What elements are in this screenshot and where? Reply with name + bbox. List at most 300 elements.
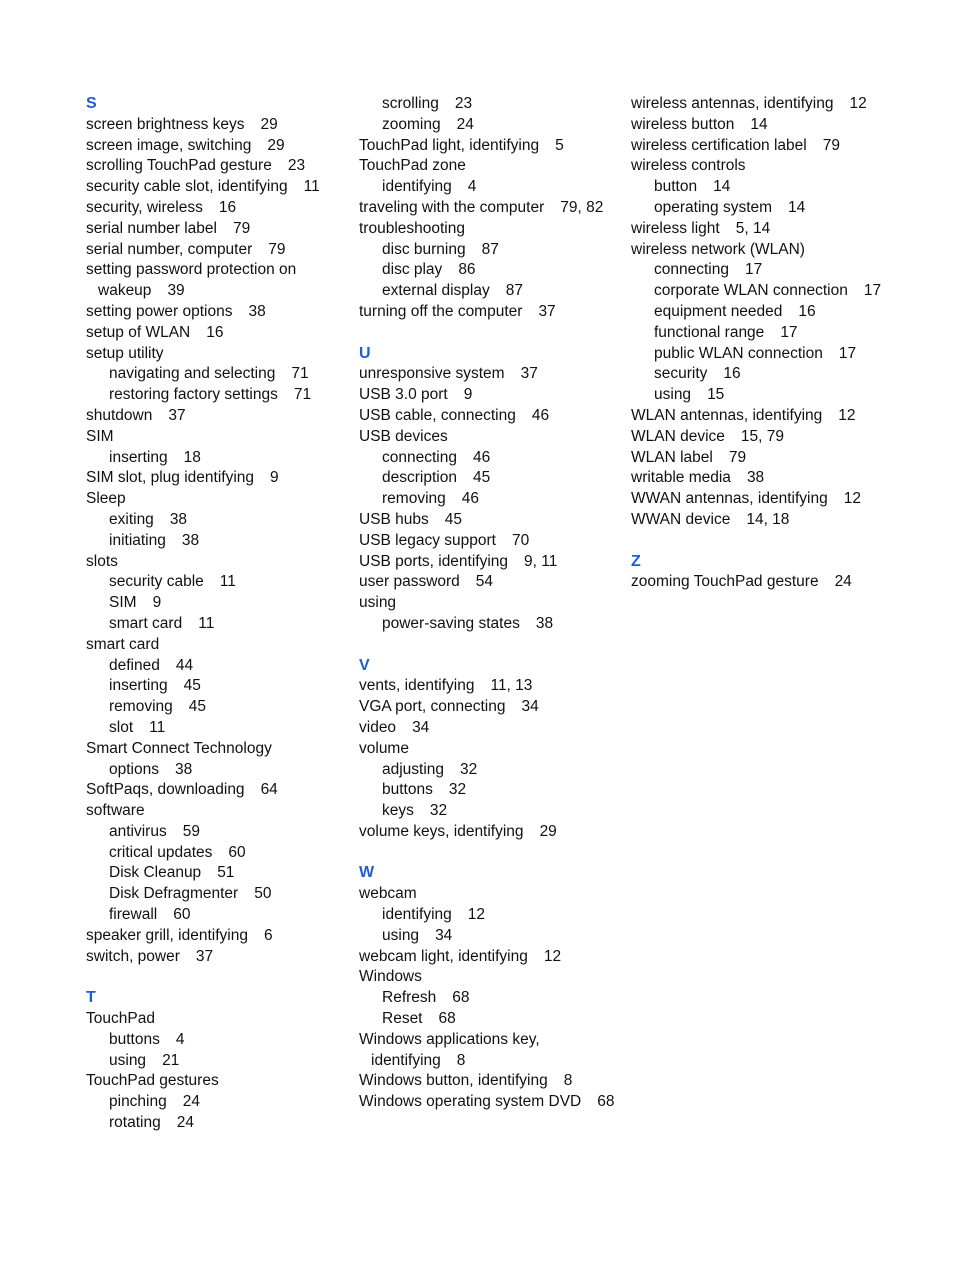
- index-entry: [86, 635, 348, 656]
- index-term: USB hubs: [359, 510, 429, 528]
- index-entry: [86, 739, 348, 760]
- index-entry: [86, 947, 348, 968]
- index-entry: [359, 572, 621, 593]
- page-reference-link[interactable]: 38: [535, 614, 554, 632]
- index-term: equipment needed: [654, 302, 783, 320]
- index-term: serial number label: [86, 219, 217, 237]
- page-reference-link[interactable]: 4: [467, 178, 477, 196]
- index-term: Refresh: [382, 989, 437, 1007]
- index-entry: [86, 177, 348, 198]
- index-term: setup of WLAN: [86, 323, 191, 341]
- index-term: SIM slot, plug identifying: [86, 469, 255, 487]
- index-term: Windows operating system DVD: [359, 1093, 582, 1111]
- page-reference-link[interactable]: 12: [543, 947, 562, 965]
- page-reference-link[interactable]: 37: [520, 365, 538, 383]
- index-term: TouchPad gestures: [86, 1072, 219, 1090]
- page-reference-link[interactable]: 37: [538, 302, 556, 320]
- index-term: initiating: [109, 531, 166, 549]
- index-entry: [359, 219, 621, 240]
- index-subentry: [86, 822, 348, 843]
- index-term: button: [654, 178, 698, 196]
- index-entry: [86, 780, 348, 801]
- page-reference-link[interactable]: 32: [448, 781, 467, 799]
- index-subentry: [86, 531, 348, 552]
- page-reference-link[interactable]: 8: [563, 1072, 573, 1090]
- index-entry: [359, 427, 621, 448]
- index-subentry: [631, 260, 893, 281]
- page-reference-link[interactable]: 38: [248, 302, 266, 320]
- index-column-1: [86, 94, 348, 1134]
- index-entry: [359, 593, 621, 614]
- index-term: USB legacy support: [359, 531, 496, 549]
- page-reference-link[interactable]: 34: [435, 926, 453, 944]
- page-reference-link[interactable]: 14: [713, 178, 731, 196]
- index-entry: [359, 947, 621, 968]
- page-reference-link[interactable]: 18: [183, 448, 201, 466]
- index-entry: [359, 406, 621, 427]
- index-entry: [359, 739, 621, 760]
- index-subentry: [631, 344, 893, 365]
- index-entry: [359, 302, 621, 323]
- index-term: connecting: [382, 448, 457, 466]
- index-entry: [359, 1092, 621, 1113]
- index-entry: [86, 926, 348, 947]
- index-entry: [631, 240, 893, 261]
- index-entry: [86, 552, 348, 573]
- index-subentry: [86, 884, 348, 905]
- page-reference-link[interactable]: 17: [780, 323, 798, 341]
- index-letter-heading: T: [86, 989, 96, 1007]
- index-term: traveling with the computer: [359, 198, 545, 216]
- index-term: SIM: [109, 594, 137, 612]
- index-subentry: [359, 926, 621, 947]
- index-term: setting password protection on wakeup: [86, 261, 297, 300]
- index-term: USB 3.0 port: [359, 386, 448, 404]
- index-term: removing: [382, 490, 446, 508]
- page-reference-link[interactable]: 60: [173, 906, 191, 924]
- index-entry: [86, 468, 348, 489]
- index-term: external display: [382, 282, 490, 300]
- index-term: operating system: [654, 198, 773, 216]
- index-entry: [359, 385, 621, 406]
- index-subentry: [86, 905, 348, 926]
- index-term: corporate WLAN connection: [654, 282, 848, 300]
- index-term: antivirus: [109, 822, 167, 840]
- page-reference-link[interactable]: 16: [206, 323, 224, 341]
- index-entry: [631, 489, 893, 510]
- index-subentry: [359, 614, 621, 635]
- page-reference-link[interactable]: 23: [287, 157, 306, 175]
- index-subentry: [631, 364, 893, 385]
- index-term: shutdown: [86, 406, 153, 424]
- index-subentry: [86, 863, 348, 884]
- page-reference-link[interactable]: 14: [788, 198, 806, 216]
- index-term: removing: [109, 698, 173, 716]
- index-subentry: [631, 302, 893, 323]
- index-entry: [359, 364, 621, 385]
- index-entry: [86, 406, 348, 427]
- index-entry: [631, 156, 893, 177]
- index-term: Disk Cleanup: [109, 864, 202, 882]
- index-term: identifying: [382, 178, 452, 196]
- page-reference-link[interactable]: 64: [260, 781, 278, 799]
- index-term: WLAN device: [631, 427, 725, 445]
- index-subentry: [86, 1092, 348, 1113]
- index-term: screen brightness keys: [86, 115, 245, 133]
- section-gap: [359, 323, 621, 344]
- index-entry: [631, 448, 893, 469]
- index-entry: [86, 198, 348, 219]
- page-reference-link[interactable]: 12: [843, 490, 861, 508]
- index-term: adjusting: [382, 760, 445, 778]
- index-term: functional range: [654, 323, 765, 341]
- page-reference-link[interactable]: 38: [169, 510, 188, 528]
- index-term: switch, power: [86, 947, 180, 965]
- page-reference-link[interactable]: 54: [475, 573, 494, 591]
- index-subentry: [86, 760, 348, 781]
- index-subentry: [631, 177, 893, 198]
- index-term: software: [86, 802, 145, 820]
- index-subentry: [631, 385, 893, 406]
- index-term: firewall: [109, 906, 158, 924]
- page-reference-link[interactable]: 24: [182, 1093, 200, 1111]
- page-reference-link[interactable]: 86: [458, 261, 476, 279]
- page-reference-link[interactable]: 45: [472, 469, 491, 487]
- index-term: using: [359, 594, 397, 612]
- index-entry: [359, 531, 621, 552]
- index-term: Smart Connect Technology: [86, 739, 272, 757]
- index-term: USB ports, identifying: [359, 552, 509, 570]
- index-entry: [86, 302, 348, 323]
- page-reference-link[interactable]: 16: [218, 198, 237, 216]
- page-reference-link[interactable]: 15, 79: [740, 427, 785, 445]
- index-entry: [86, 344, 348, 365]
- index-term: wireless network (WLAN): [631, 240, 805, 258]
- index-term: Reset: [382, 1010, 423, 1028]
- index-entry: [359, 156, 621, 177]
- index-subentry: [359, 115, 621, 136]
- page-reference-link[interactable]: 79: [822, 136, 840, 154]
- index-subentry: [359, 1009, 621, 1030]
- page-reference-link[interactable]: 68: [438, 1010, 456, 1028]
- index-entry: [86, 260, 348, 302]
- page-reference-link[interactable]: 32: [460, 760, 478, 778]
- index-term: USB devices: [359, 427, 448, 445]
- index-term: SIM: [86, 427, 114, 445]
- index-entry: [86, 1009, 348, 1030]
- page-reference-link[interactable]: 45: [183, 677, 201, 695]
- index-entry: [359, 510, 621, 531]
- page-reference-link[interactable]: 29: [539, 822, 557, 840]
- index-entry: [359, 967, 621, 988]
- index-subentry: [86, 718, 348, 739]
- index-entry: [359, 697, 621, 718]
- index-entry: [359, 1071, 621, 1092]
- page-reference-link[interactable]: 24: [456, 115, 474, 133]
- page-reference-link[interactable]: 45: [444, 510, 463, 528]
- index-term: volume keys, identifying: [359, 822, 524, 840]
- index-entry: [631, 136, 893, 157]
- page-reference-link[interactable]: 24: [176, 1114, 194, 1132]
- index-term: restoring factory settings: [109, 386, 278, 404]
- index-letter-heading: V: [359, 656, 370, 674]
- index-subentry: [359, 801, 621, 822]
- page-reference-link[interactable]: 21: [162, 1051, 180, 1069]
- page-reference-link[interactable]: 51: [217, 864, 235, 882]
- page-reference-link[interactable]: 71: [291, 365, 309, 383]
- page-reference-link[interactable]: 11: [303, 178, 320, 196]
- index-entry: [86, 1071, 348, 1092]
- index-subentry: [86, 1030, 348, 1051]
- index-term: keys: [382, 802, 414, 820]
- index-term: VGA port, connecting: [359, 698, 506, 716]
- index-term: critical updates: [109, 843, 213, 861]
- page-reference-link[interactable]: 79: [232, 219, 251, 237]
- index-term: wireless light: [631, 219, 720, 237]
- index-entry: [86, 115, 348, 136]
- index-subentry: [359, 94, 621, 115]
- index-subentry: [359, 281, 621, 302]
- page-reference-link[interactable]: 4: [175, 1030, 185, 1048]
- section-gap: [86, 967, 348, 988]
- page-reference-link[interactable]: 23: [454, 95, 473, 112]
- index-term: wireless controls: [631, 157, 746, 175]
- index-entry: [86, 219, 348, 240]
- section-gap: [631, 531, 893, 552]
- index-entry: [86, 240, 348, 261]
- index-term: WLAN label: [631, 448, 713, 466]
- index-term: smart card: [109, 614, 183, 632]
- index-term: Windows button, identifying: [359, 1072, 548, 1090]
- index-term: setting power options: [86, 302, 233, 320]
- index-term: security: [654, 365, 708, 383]
- page-reference-link[interactable]: 12: [838, 406, 856, 424]
- index-term: setup utility: [86, 344, 164, 362]
- page-reference-link[interactable]: 16: [798, 302, 816, 320]
- index-term: options: [109, 760, 159, 778]
- page-reference-link[interactable]: 38: [174, 760, 193, 778]
- index-subentry: [86, 656, 348, 677]
- page-reference-link[interactable]: 5, 14: [735, 219, 771, 237]
- index-term: screen image, switching: [86, 136, 252, 154]
- index-entry: [631, 219, 893, 240]
- index-subentry: [359, 260, 621, 281]
- index-entry: [631, 468, 893, 489]
- index-term: turning off the computer: [359, 302, 523, 320]
- index-term: disc play: [382, 261, 443, 279]
- index-subentry: [359, 489, 621, 510]
- index-entry: [631, 510, 893, 531]
- page-reference-link[interactable]: 24: [834, 573, 852, 591]
- page-reference-link[interactable]: 37: [195, 947, 214, 965]
- index-term: using: [654, 386, 692, 404]
- page-reference-link[interactable]: 9: [270, 469, 279, 487]
- page-reference-link[interactable]: 39: [167, 282, 185, 300]
- index-entry: [359, 1030, 621, 1072]
- page-reference-link[interactable]: 16: [723, 365, 741, 383]
- page-reference-link[interactable]: 14, 18: [746, 510, 790, 528]
- index-term: WLAN antennas, identifying: [631, 406, 823, 424]
- index-term: public WLAN connection: [654, 344, 823, 362]
- index-entry: [359, 552, 621, 573]
- page-reference-link[interactable]: 12: [849, 95, 867, 112]
- index-term: zooming TouchPad gesture: [631, 573, 819, 591]
- index-term: writable media: [631, 469, 731, 487]
- index-term: slot: [109, 718, 134, 736]
- index-term: buttons: [109, 1030, 160, 1048]
- index-entry: [359, 822, 621, 843]
- index-subentry: [359, 988, 621, 1009]
- index-subentry: [86, 614, 348, 635]
- index-term: Disk Defragmenter: [109, 885, 239, 903]
- index-term: zooming: [382, 115, 441, 133]
- page-reference-link[interactable]: 6: [263, 926, 273, 944]
- page-reference-link[interactable]: 68: [597, 1093, 615, 1111]
- index-term: user password: [359, 573, 460, 591]
- index-term: TouchPad: [86, 1010, 155, 1028]
- page-reference-link[interactable]: 70: [512, 531, 530, 549]
- page-reference-link[interactable]: 14: [750, 115, 768, 133]
- index-term: slots: [86, 552, 118, 570]
- index-term: SoftPaqs, downloading: [86, 781, 245, 799]
- page-reference-link[interactable]: 79: [728, 448, 747, 466]
- index-subentry: [86, 843, 348, 864]
- index-subentry: [86, 676, 348, 697]
- index-subentry: [86, 510, 348, 531]
- index-term: buttons: [382, 781, 433, 799]
- index-term: speaker grill, identifying: [86, 926, 248, 944]
- index-column-2: [359, 94, 621, 1113]
- index-term: identifying: [382, 906, 452, 924]
- index-term: unresponsive system: [359, 365, 505, 383]
- index-entry: [86, 427, 348, 448]
- page-reference-link[interactable]: 38: [746, 469, 765, 487]
- page-reference-link[interactable]: 9: [463, 386, 473, 404]
- index-term: vents, identifying: [359, 677, 475, 695]
- index-subentry: [359, 240, 621, 261]
- index-term: smart card: [86, 635, 160, 653]
- index-entry: [359, 198, 621, 219]
- index-term: webcam: [359, 885, 417, 903]
- page-reference-link[interactable]: 9, 11: [524, 552, 558, 570]
- page-reference-link[interactable]: 44: [175, 656, 194, 674]
- page-reference-link[interactable]: 17: [838, 344, 857, 362]
- index-term: disc burning: [382, 240, 466, 258]
- page-reference-link[interactable]: 46: [472, 448, 491, 466]
- index-term: Windows applications key, identifying: [359, 1030, 540, 1069]
- index-term: pinching: [109, 1093, 167, 1111]
- section-gap: [359, 635, 621, 656]
- page-reference-link[interactable]: 9: [152, 594, 162, 612]
- index-entry: [86, 489, 348, 510]
- page-reference-link[interactable]: 29: [267, 136, 285, 154]
- page-reference-link[interactable]: 32: [429, 802, 448, 820]
- index-term: using: [109, 1051, 147, 1069]
- page-reference-link[interactable]: 59: [182, 822, 200, 840]
- index-term: webcam light, identifying: [359, 947, 528, 965]
- page-reference-link[interactable]: 79: [268, 240, 286, 258]
- index-term: TouchPad light, identifying: [359, 136, 540, 154]
- index-subentry: [86, 593, 348, 614]
- index-term: inserting: [109, 448, 168, 466]
- page-reference-link[interactable]: 71: [293, 386, 312, 404]
- page-reference-link[interactable]: 46: [531, 406, 550, 424]
- index-entry: [86, 136, 348, 157]
- index-subentry: [86, 364, 348, 385]
- index-term: wireless button: [631, 115, 735, 133]
- index-subentry: [86, 572, 348, 593]
- index-term: USB cable, connecting: [359, 406, 516, 424]
- index-term: troubleshooting: [359, 219, 465, 237]
- index-term: wireless antennas, identifying: [631, 95, 834, 112]
- index-letter-heading: U: [359, 344, 371, 362]
- page-reference-link[interactable]: 46: [461, 490, 479, 508]
- page-reference-link[interactable]: 29: [260, 115, 278, 133]
- index-subentry: [86, 697, 348, 718]
- page-reference-link[interactable]: 38: [181, 531, 200, 549]
- index-entry: [86, 323, 348, 344]
- index-term: scrolling: [382, 95, 439, 112]
- index-term: security cable slot, identifying: [86, 178, 288, 196]
- index-entry: [631, 427, 893, 448]
- page-reference-link[interactable]: 12: [467, 906, 486, 924]
- page-reference-link[interactable]: 11: [219, 573, 236, 591]
- page-reference-link[interactable]: 11: [198, 614, 215, 632]
- index-entry: [631, 406, 893, 427]
- index-term: using: [382, 926, 420, 944]
- page-reference-link[interactable]: 11: [149, 718, 166, 736]
- page-reference-link[interactable]: 17: [863, 282, 882, 300]
- index-term: description: [382, 469, 457, 487]
- index-subentry: [631, 198, 893, 219]
- page-reference-link[interactable]: 37: [168, 406, 186, 424]
- page-reference-link[interactable]: 50: [254, 885, 272, 903]
- index-subentry: [86, 385, 348, 406]
- index-term: WWAN device: [631, 510, 731, 528]
- index-term: wireless certification label: [631, 136, 807, 154]
- index-term: Windows: [359, 968, 422, 986]
- index-entry: [86, 156, 348, 177]
- index-term: volume: [359, 739, 409, 757]
- index-term: defined: [109, 656, 160, 674]
- index-subentry: [359, 905, 621, 926]
- index-entry: [359, 718, 621, 739]
- index-entry: [359, 884, 621, 905]
- page-reference-link[interactable]: 79, 82: [560, 198, 604, 216]
- index-subentry: [359, 468, 621, 489]
- index-term: security, wireless: [86, 198, 203, 216]
- index-subentry: [86, 1051, 348, 1072]
- page-reference-link[interactable]: 8: [456, 1051, 466, 1069]
- index-subentry: [631, 281, 893, 302]
- index-term: rotating: [109, 1114, 161, 1132]
- index-subentry: [359, 760, 621, 781]
- index-subentry: [86, 448, 348, 469]
- page-reference-link[interactable]: 87: [481, 240, 499, 258]
- page-reference-link[interactable]: 11, 13: [490, 677, 533, 695]
- page-reference-link[interactable]: 45: [188, 698, 206, 716]
- index-entry: [631, 115, 893, 136]
- page-reference-link[interactable]: 15: [707, 386, 725, 404]
- page-reference-link[interactable]: 60: [228, 843, 246, 861]
- page-reference-link[interactable]: 87: [505, 282, 523, 300]
- index-term: TouchPad zone: [359, 157, 466, 175]
- page-reference-link[interactable]: 5: [555, 136, 564, 154]
- page-reference-link[interactable]: 34: [412, 718, 430, 736]
- page-reference-link[interactable]: 68: [452, 989, 470, 1007]
- page-reference-link[interactable]: 34: [521, 698, 539, 716]
- page-reference-link[interactable]: 17: [744, 261, 763, 279]
